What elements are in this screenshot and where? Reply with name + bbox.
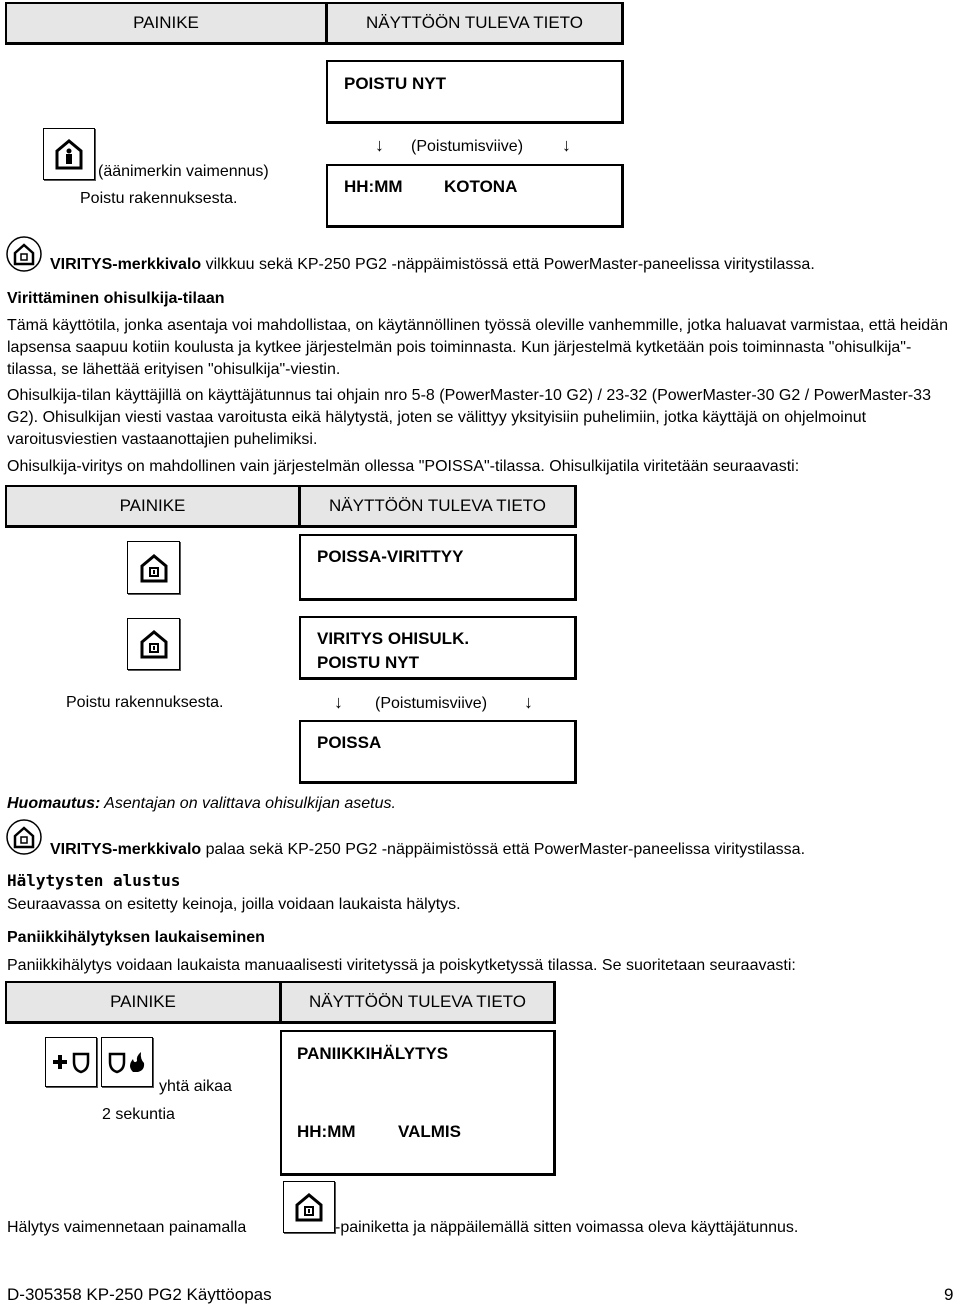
paragraph: Seuraavassa on esitetty keinoja, joilla voidaan laukaista hälytys. bbox=[7, 896, 461, 913]
header-label: NÄYTTÖÖN TULEVA TIETO bbox=[366, 13, 583, 32]
note-bold: VIRITYS-merkkivalo bbox=[50, 256, 202, 273]
note-bold: Huomautus: bbox=[7, 795, 101, 812]
button-caption: 2 sekuntia bbox=[102, 1106, 175, 1123]
paragraph: Paniikkihälytys voidaan laukaista manuaalisesti viritetyssä ja poiskytketyssä tilassa. Se suoritetaan seuraavasti: bbox=[7, 957, 796, 974]
bottom-table-header-button bbox=[5, 981, 282, 1024]
display-time: HH:MM bbox=[344, 177, 403, 196]
header-label: PAINIKE bbox=[119, 496, 186, 515]
down-arrow-icon: ↓ bbox=[524, 692, 533, 712]
top-table-header-button bbox=[5, 2, 328, 45]
mid-display-2 bbox=[299, 616, 577, 680]
paragraph: Ohisulkija-viritys on mahdollinen vain järjestelmän ollessa "POISSA"-tilassa. Ohisulkijatila viritetään seuraavasti: bbox=[7, 458, 800, 475]
display-text: VIRITYS OHISULK. bbox=[317, 629, 470, 648]
bottom-display bbox=[280, 1030, 556, 1176]
down-arrow-icon: ↓ bbox=[562, 135, 571, 155]
down-arrow-icon: ↓ bbox=[375, 135, 384, 155]
final-text-before: Hälytys vaimennetaan painamalla bbox=[7, 1219, 247, 1236]
note-arm-led-flash bbox=[50, 256, 815, 274]
away-lock-icon bbox=[139, 629, 169, 659]
paragraph: Tämä käyttötila, jonka asentaja voi mahdollistaa, on käytännöllinen työssä oleville vanhemmille, jotka haluavat varmistaa, että heidän lapsensa saapuu kotiin koulusta ja kytkee järjestelmän pois toiminnasta. Kun järjestelmä kytketään pois toiminnasta "ohisulkija"-tilassa, se lähettää erityisen "ohisulkija"-viestin. bbox=[7, 317, 948, 378]
plus-shield-icon bbox=[51, 1050, 91, 1074]
mid-table-header-button bbox=[5, 485, 301, 528]
mid-display-3 bbox=[299, 720, 577, 784]
home-lock-icon bbox=[294, 1192, 324, 1222]
button-caption: Poistu rakennuksesta. bbox=[80, 190, 238, 207]
plus-shield-button-icon bbox=[45, 1037, 97, 1087]
mid-display-1 bbox=[299, 534, 577, 601]
home-button-icon bbox=[283, 1181, 335, 1233]
paragraph: Ohisulkija-tilan käyttäjillä on käyttäjätunnus tai ohjain nro 5-8 (PowerMaster-10 G2) / 23-32 (PowerMaster-30 G2 / PowerMaster-33 G2). Ohisulkijan viesti vastaa varoitusta eikä hälytystä, joten se välittyy yksityisiin puhelimiin, jotka käyttäjä on ohjelmoinut varoitusviestien vastaanottajien puhelimiksi. bbox=[7, 387, 931, 448]
shield-fire-button-icon bbox=[101, 1037, 153, 1087]
display-text: POISSA-VIRITTYY bbox=[317, 547, 464, 566]
away-button-icon bbox=[127, 618, 180, 670]
section-heading-latchkey: Virittäminen ohisulkija-tilaan bbox=[7, 290, 225, 307]
home-button-icon bbox=[43, 128, 95, 180]
delay-label: (Poistumisviive) bbox=[411, 138, 524, 155]
home-person-icon bbox=[54, 138, 84, 170]
note-text: Asentajan on valittava ohisulkijan asetus. bbox=[100, 795, 396, 812]
note-installer bbox=[7, 795, 396, 813]
note-arm-led-on bbox=[50, 841, 805, 859]
display-text: PANIIKKIHÄLYTYS bbox=[297, 1044, 449, 1063]
display-text: POISTU NYT bbox=[344, 74, 447, 93]
display-status: VALMIS bbox=[398, 1122, 461, 1141]
header-label: NÄYTTÖÖN TULEVA TIETO bbox=[309, 992, 526, 1011]
button-caption: yhtä aikaa bbox=[159, 1078, 232, 1095]
note-bold: VIRITYS-merkkivalo bbox=[50, 841, 202, 858]
final-text-after: -painiketta ja näppäilemällä sitten voimassa oleva käyttäjätunnus. bbox=[335, 1219, 799, 1236]
button-caption: Poistu rakennuksesta. bbox=[66, 694, 224, 711]
button-caption: (äänimerkin vaimennus) bbox=[98, 163, 269, 180]
bottom-table-header-display bbox=[280, 981, 556, 1024]
note-text: palaa sekä KP-250 PG2 -näppäimistössä että PowerMaster-paneelissa viritystilassa. bbox=[201, 841, 806, 858]
display-text: POISTU NYT bbox=[317, 653, 420, 672]
display-time: HH:MM bbox=[297, 1122, 356, 1141]
section-heading-panic: Paniikkihälytyksen laukaiseminen bbox=[7, 929, 265, 946]
footer-page-number: 9 bbox=[944, 1285, 954, 1304]
header-label: NÄYTTÖÖN TULEVA TIETO bbox=[329, 496, 546, 515]
shield-fire-icon bbox=[107, 1050, 147, 1074]
header-label: PAINIKE bbox=[133, 13, 199, 32]
display-status: KOTONA bbox=[444, 177, 518, 196]
footer-document: D-305358 KP-250 PG2 Käyttöopas bbox=[7, 1285, 272, 1304]
mid-table-header-display bbox=[299, 485, 577, 528]
arm-led-icon bbox=[5, 818, 43, 856]
top-display-2 bbox=[326, 164, 624, 228]
note-text: vilkkuu sekä KP-250 PG2 -näppäimistössä että PowerMaster-paneelissa viritystilassa. bbox=[201, 256, 815, 273]
header-label: PAINIKE bbox=[110, 992, 176, 1011]
down-arrow-icon: ↓ bbox=[334, 692, 343, 712]
display-text: POISSA bbox=[317, 733, 382, 752]
away-button-icon bbox=[127, 541, 180, 594]
section-heading-alarms: Hälytysten alustus bbox=[7, 871, 181, 890]
top-display-1 bbox=[326, 60, 624, 124]
top-table-header-display bbox=[326, 2, 624, 45]
delay-label: (Poistumisviive) bbox=[375, 695, 488, 712]
away-lock-icon bbox=[139, 553, 169, 583]
arm-led-icon bbox=[5, 235, 43, 273]
